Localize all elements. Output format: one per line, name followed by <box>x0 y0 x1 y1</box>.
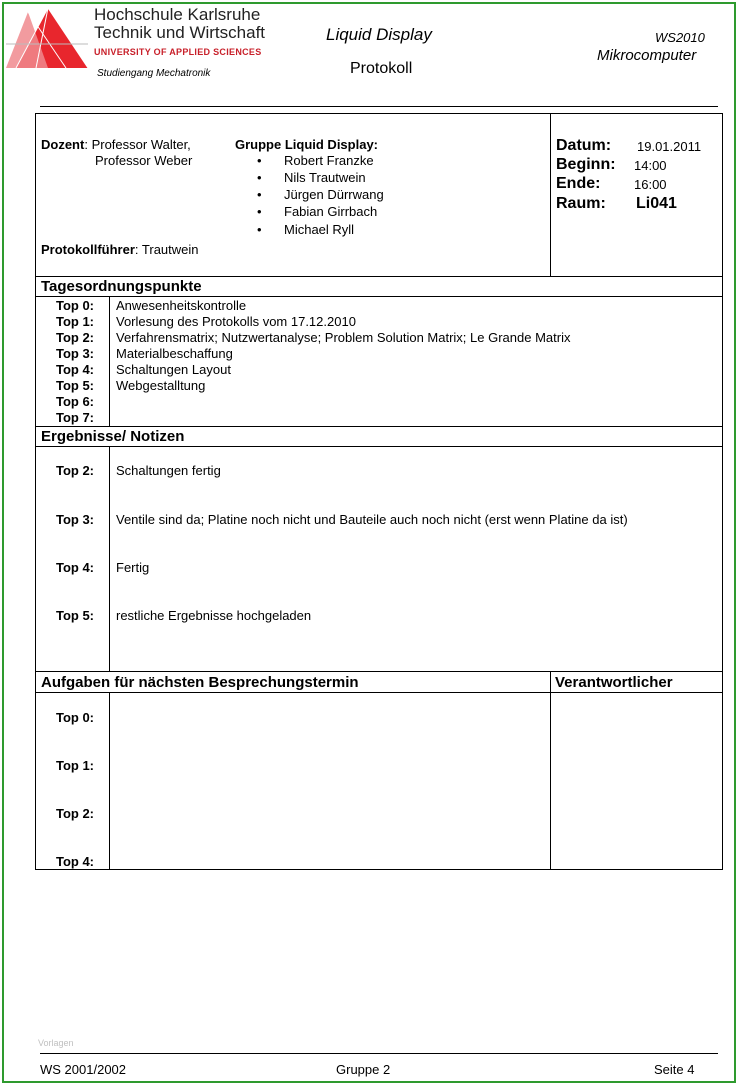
result-label: Top 3: <box>55 512 94 527</box>
member-item: • Nils Trautwein <box>284 170 366 185</box>
owner-title: Verantwortlicher <box>555 674 673 691</box>
result-text: restliche Ergebnisse hochgeladen <box>116 608 312 623</box>
logo-line-1: Hochschule Karlsruhe <box>94 5 261 24</box>
result-label: Top 2: <box>55 463 94 478</box>
agenda-label: Top 1: <box>55 314 94 329</box>
task-label: Top 1: <box>55 758 94 773</box>
watermark: Vorlagen <box>38 1038 74 1048</box>
result-text: Ventile sind da; Platine noch nicht und Bauteile auch noch nicht (erst wenn Platine da ist) <box>116 512 628 527</box>
member-item: • Robert Franzke <box>284 153 374 168</box>
result-text: Fertig <box>116 560 150 575</box>
divider-agenda-col <box>109 296 110 427</box>
divider-meta <box>550 113 551 277</box>
dozent: Dozent: Professor Walter, <box>41 137 191 152</box>
member-item: • Michael Ryll <box>284 222 354 237</box>
semester: WS2010 <box>655 30 705 45</box>
task-label: Top 2: <box>55 806 94 821</box>
tasks-title: Aufgaben für nächsten Besprechungstermin <box>41 674 359 691</box>
datum-value: 19.01.2011 <box>637 139 702 154</box>
agenda-label: Top 4: <box>55 362 94 377</box>
divider-results-head <box>35 446 723 447</box>
logo-line-3: UNIVERSITY OF APPLIED SCIENCES <box>94 47 262 57</box>
beginn-value: 14:00 <box>634 158 667 173</box>
task-label: Top 4: <box>55 854 94 869</box>
footer-divider <box>40 1053 718 1054</box>
raum-value: Li041 <box>636 195 677 212</box>
ende-value: 16:00 <box>634 177 667 192</box>
course-name: Mikrocomputer <box>597 47 697 64</box>
agenda-label: Top 3: <box>55 346 94 361</box>
agenda-label: Top 0: <box>55 298 94 313</box>
ende-label: Ende: <box>556 175 601 192</box>
agenda-text: Schaltungen Layout <box>116 362 231 377</box>
protokollfuehrer-name: Trautwein <box>141 242 199 257</box>
result-label: Top 5: <box>55 608 94 623</box>
agenda-label: Top 6: <box>55 394 94 409</box>
agenda-text: Vorlesung des Protokolls vom 17.12.2010 <box>116 314 356 329</box>
beginn-label: Beginn: <box>556 156 616 173</box>
agenda-title: Tagesordnungspunkte <box>41 278 202 295</box>
divider-results-col <box>109 446 110 672</box>
divider-info <box>35 276 723 277</box>
header-divider <box>40 106 718 107</box>
footer-left: WS 2001/2002 <box>40 1062 127 1077</box>
agenda-label: Top 5: <box>55 378 94 393</box>
datum-label: Datum: <box>556 137 612 154</box>
gruppe-label: Gruppe Liquid Display: <box>235 137 379 152</box>
dozent-2: Professor Weber <box>95 153 193 168</box>
divider-agenda-head <box>35 296 723 297</box>
protokollfuehrer: Protokollführer: Trautwein <box>41 242 199 257</box>
footer-center: Gruppe 2 <box>336 1062 391 1077</box>
member-item: • Fabian Girrbach <box>284 204 377 219</box>
member-item: • Jürgen Dürrwang <box>284 187 384 202</box>
divider-tasks-col <box>109 692 110 870</box>
protokollfuehrer-label: Protokollführer <box>41 242 135 257</box>
result-label: Top 4: <box>55 560 94 575</box>
agenda-text: Anwesenheitskontrolle <box>116 298 247 313</box>
agenda-text: Webgestalltung <box>116 378 206 393</box>
dozent-1: Professor Walter, <box>91 137 191 152</box>
agenda-text: Verfahrensmatrix; Nutzwertanalyse; Problem Solution Matrix; Le Grande Matrix <box>116 330 571 345</box>
document-subtitle: Protokoll <box>350 60 413 77</box>
raum-label: Raum: <box>556 195 606 212</box>
divider-agenda <box>35 426 723 427</box>
agenda-text: Materialbeschaffung <box>116 346 233 361</box>
divider-owner-col <box>550 671 551 870</box>
protocol-table <box>35 113 723 870</box>
university-logo-icon <box>6 4 90 70</box>
logo-line-2: Technik und Wirtschaft <box>94 23 266 42</box>
results-title: Ergebnisse/ Notizen <box>41 428 185 445</box>
divider-results <box>35 671 723 672</box>
divider-tasks-head <box>35 692 723 693</box>
task-label: Top 0: <box>55 710 94 725</box>
footer-right: Seite 4 <box>654 1062 695 1077</box>
studiengang: Studiengang Mechatronik <box>97 68 211 79</box>
agenda-label: Top 7: <box>55 410 94 425</box>
agenda-label: Top 2: <box>55 330 94 345</box>
dozent-label: Dozent <box>41 137 85 152</box>
document-title: Liquid Display <box>326 25 432 44</box>
result-text: Schaltungen fertig <box>116 463 221 478</box>
